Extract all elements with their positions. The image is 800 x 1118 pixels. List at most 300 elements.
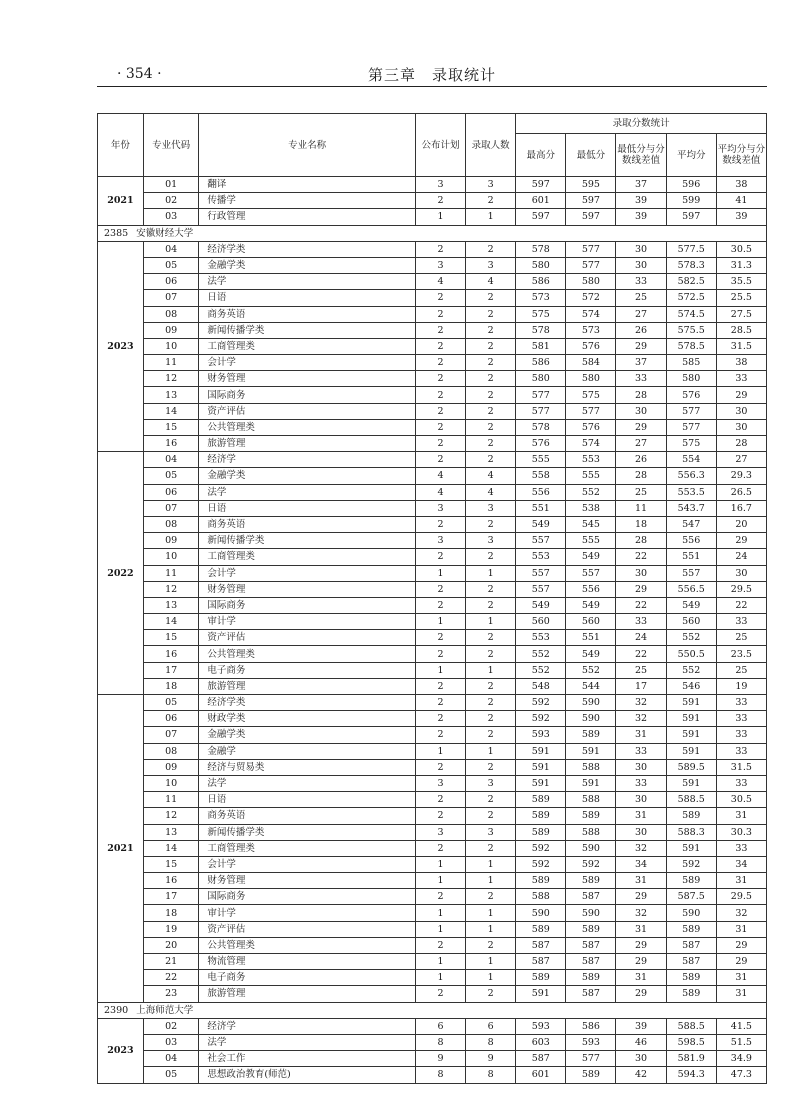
- name-cell: 工商管理类: [199, 338, 416, 354]
- min-cell: 574: [566, 436, 616, 452]
- table-row: [98, 387, 767, 403]
- code-cell: 07: [143, 727, 198, 743]
- min-diff-cell: 37: [616, 177, 666, 193]
- plan-cell: 3: [415, 500, 465, 516]
- admitted-cell: 2: [466, 549, 516, 565]
- max-cell: 557: [516, 533, 566, 549]
- min-cell: 589: [566, 921, 616, 937]
- avg-cell: 594.3: [666, 1067, 716, 1083]
- min-cell: 544: [566, 678, 616, 694]
- max-cell: 580: [516, 257, 566, 273]
- admitted-cell: 2: [466, 937, 516, 953]
- min-diff-cell: 34: [616, 856, 666, 872]
- avg-cell: 575: [666, 436, 716, 452]
- avg-cell: 589: [666, 921, 716, 937]
- plan-cell: 2: [415, 403, 465, 419]
- min-diff-cell: 27: [616, 306, 666, 322]
- max-cell: 553: [516, 630, 566, 646]
- avg-diff-cell: 38: [716, 355, 766, 371]
- min-cell: 552: [566, 662, 616, 678]
- min-diff-cell: 29: [616, 338, 666, 354]
- min-cell: 586: [566, 1018, 616, 1034]
- max-cell: 578: [516, 241, 566, 257]
- code-cell: 05: [143, 1067, 198, 1083]
- code-cell: 18: [143, 905, 198, 921]
- col-group-score-stats: 录取分数统计: [516, 114, 767, 134]
- admitted-cell: 2: [466, 355, 516, 371]
- min-diff-cell: 22: [616, 549, 666, 565]
- max-cell: 586: [516, 355, 566, 371]
- admitted-cell: 2: [466, 371, 516, 387]
- admitted-cell: 2: [466, 322, 516, 338]
- max-cell: 555: [516, 452, 566, 468]
- avg-cell: 590: [666, 905, 716, 921]
- min-cell: 588: [566, 792, 616, 808]
- max-cell: 591: [516, 743, 566, 759]
- min-diff-cell: 39: [616, 193, 666, 209]
- table-body: [98, 177, 767, 1084]
- name-cell: 行政管理: [199, 209, 416, 225]
- plan-cell: 3: [415, 533, 465, 549]
- avg-diff-cell: 33: [716, 695, 766, 711]
- max-cell: 592: [516, 711, 566, 727]
- admitted-cell: 2: [466, 338, 516, 354]
- min-diff-cell: 33: [616, 775, 666, 791]
- table-row: [98, 986, 767, 1002]
- col-avg-diff: 平均分与分数线差值: [716, 134, 766, 177]
- admitted-cell: 4: [466, 484, 516, 500]
- table-row: [98, 921, 767, 937]
- code-cell: 05: [143, 695, 198, 711]
- min-cell: 572: [566, 290, 616, 306]
- admitted-cell: 2: [466, 840, 516, 856]
- avg-cell: 585: [666, 355, 716, 371]
- col-plan: 公布计划: [415, 114, 465, 177]
- name-cell: 传播学: [199, 193, 416, 209]
- table-row: [98, 743, 767, 759]
- avg-cell: 589: [666, 986, 716, 1002]
- avg-cell: 581.9: [666, 1051, 716, 1067]
- min-cell: 577: [566, 241, 616, 257]
- admitted-cell: 2: [466, 241, 516, 257]
- name-cell: 法学: [199, 484, 416, 500]
- table-row: [98, 1034, 767, 1050]
- table-row: [98, 549, 767, 565]
- min-diff-cell: 30: [616, 824, 666, 840]
- min-cell: 587: [566, 986, 616, 1002]
- min-diff-cell: 31: [616, 921, 666, 937]
- min-cell: 588: [566, 824, 616, 840]
- min-cell: 551: [566, 630, 616, 646]
- code-cell: 05: [143, 468, 198, 484]
- plan-cell: 2: [415, 597, 465, 613]
- admitted-cell: 2: [466, 695, 516, 711]
- max-cell: 557: [516, 581, 566, 597]
- name-cell: 商务英语: [199, 808, 416, 824]
- name-cell: 旅游管理: [199, 678, 416, 694]
- year-cell: 2022: [98, 452, 144, 695]
- min-cell: 592: [566, 856, 616, 872]
- max-cell: 589: [516, 970, 566, 986]
- avg-diff-cell: 31: [716, 970, 766, 986]
- name-cell: 电子商务: [199, 662, 416, 678]
- name-cell: 工商管理类: [199, 549, 416, 565]
- plan-cell: 2: [415, 290, 465, 306]
- name-cell: 国际商务: [199, 889, 416, 905]
- avg-cell: 557: [666, 565, 716, 581]
- min-cell: 555: [566, 468, 616, 484]
- avg-diff-cell: 26.5: [716, 484, 766, 500]
- admitted-cell: 8: [466, 1034, 516, 1050]
- max-cell: 593: [516, 1018, 566, 1034]
- plan-cell: 1: [415, 743, 465, 759]
- max-cell: 578: [516, 322, 566, 338]
- code-cell: 04: [143, 241, 198, 257]
- admitted-cell: 6: [466, 1018, 516, 1034]
- min-cell: 587: [566, 889, 616, 905]
- min-diff-cell: 26: [616, 322, 666, 338]
- plan-cell: 2: [415, 387, 465, 403]
- avg-diff-cell: 19: [716, 678, 766, 694]
- avg-diff-cell: 35.5: [716, 274, 766, 290]
- name-cell: 新闻传播学类: [199, 824, 416, 840]
- code-cell: 13: [143, 387, 198, 403]
- max-cell: 557: [516, 565, 566, 581]
- plan-cell: 2: [415, 322, 465, 338]
- min-diff-cell: 29: [616, 581, 666, 597]
- max-cell: 587: [516, 937, 566, 953]
- avg-diff-cell: 31: [716, 873, 766, 889]
- table-row: [98, 630, 767, 646]
- plan-cell: 1: [415, 921, 465, 937]
- avg-diff-cell: 33: [716, 840, 766, 856]
- avg-diff-cell: 30: [716, 403, 766, 419]
- table-row: [98, 937, 767, 953]
- avg-diff-cell: 30.3: [716, 824, 766, 840]
- name-cell: 经济学: [199, 452, 416, 468]
- avg-cell: 588.3: [666, 824, 716, 840]
- avg-cell: 551: [666, 549, 716, 565]
- min-diff-cell: 33: [616, 371, 666, 387]
- name-cell: 商务英语: [199, 516, 416, 532]
- table-row: [98, 824, 767, 840]
- plan-cell: 4: [415, 468, 465, 484]
- avg-diff-cell: 39: [716, 209, 766, 225]
- code-cell: 08: [143, 743, 198, 759]
- plan-cell: 2: [415, 516, 465, 532]
- table-row: [98, 597, 767, 613]
- name-cell: 翻译: [199, 177, 416, 193]
- avg-diff-cell: 41.5: [716, 1018, 766, 1034]
- min-diff-cell: 29: [616, 889, 666, 905]
- min-cell: 538: [566, 500, 616, 516]
- name-cell: 日语: [199, 290, 416, 306]
- avg-cell: 578.3: [666, 257, 716, 273]
- min-cell: 595: [566, 177, 616, 193]
- code-cell: 01: [143, 177, 198, 193]
- plan-cell: 2: [415, 630, 465, 646]
- avg-cell: 550.5: [666, 646, 716, 662]
- table-header: [98, 114, 767, 177]
- admitted-cell: 9: [466, 1051, 516, 1067]
- code-cell: 17: [143, 662, 198, 678]
- max-cell: 603: [516, 1034, 566, 1050]
- name-cell: 国际商务: [199, 387, 416, 403]
- max-cell: 587: [516, 1051, 566, 1067]
- min-diff-cell: 30: [616, 792, 666, 808]
- plan-cell: 2: [415, 419, 465, 435]
- code-cell: 13: [143, 824, 198, 840]
- col-avg: 平均分: [666, 134, 716, 177]
- school-code: 2385: [104, 227, 129, 239]
- max-cell: 591: [516, 775, 566, 791]
- min-diff-cell: 25: [616, 662, 666, 678]
- name-cell: 新闻传播学类: [199, 533, 416, 549]
- table-row: [98, 614, 767, 630]
- min-cell: 597: [566, 209, 616, 225]
- max-cell: 597: [516, 209, 566, 225]
- min-cell: 588: [566, 759, 616, 775]
- school-header: [98, 1002, 767, 1018]
- plan-cell: 2: [415, 937, 465, 953]
- avg-diff-cell: 25: [716, 630, 766, 646]
- min-cell: 597: [566, 193, 616, 209]
- table-row: [98, 241, 767, 257]
- table-row: [98, 338, 767, 354]
- min-diff-cell: 29: [616, 419, 666, 435]
- min-cell: 557: [566, 565, 616, 581]
- admitted-cell: 3: [466, 533, 516, 549]
- min-cell: 575: [566, 387, 616, 403]
- avg-cell: 556: [666, 533, 716, 549]
- page-header: [97, 64, 767, 87]
- name-cell: 资产评估: [199, 403, 416, 419]
- avg-diff-cell: 22: [716, 597, 766, 613]
- max-cell: 589: [516, 792, 566, 808]
- min-cell: 577: [566, 403, 616, 419]
- admitted-cell: 2: [466, 436, 516, 452]
- col-name: 专业名称: [199, 114, 416, 177]
- avg-diff-cell: 31: [716, 808, 766, 824]
- table-row: [98, 419, 767, 435]
- table-row: [98, 856, 767, 872]
- min-cell: 576: [566, 338, 616, 354]
- min-diff-cell: 33: [616, 743, 666, 759]
- avg-diff-cell: 32: [716, 905, 766, 921]
- min-diff-cell: 25: [616, 290, 666, 306]
- avg-diff-cell: 33: [716, 727, 766, 743]
- avg-cell: 543.7: [666, 500, 716, 516]
- admitted-cell: 2: [466, 597, 516, 613]
- avg-cell: 549: [666, 597, 716, 613]
- table-row: [98, 1018, 767, 1034]
- table-row: [98, 889, 767, 905]
- max-cell: 552: [516, 646, 566, 662]
- code-cell: 20: [143, 937, 198, 953]
- admitted-cell: 2: [466, 759, 516, 775]
- min-cell: 577: [566, 1051, 616, 1067]
- avg-cell: 596: [666, 177, 716, 193]
- code-cell: 13: [143, 597, 198, 613]
- plan-cell: 2: [415, 452, 465, 468]
- min-cell: 590: [566, 905, 616, 921]
- avg-cell: 582.5: [666, 274, 716, 290]
- table-row: [98, 468, 767, 484]
- plan-cell: 8: [415, 1034, 465, 1050]
- max-cell: 580: [516, 371, 566, 387]
- code-cell: 15: [143, 419, 198, 435]
- avg-cell: 591: [666, 711, 716, 727]
- admitted-cell: 2: [466, 306, 516, 322]
- table-row: [98, 581, 767, 597]
- code-cell: 04: [143, 1051, 198, 1067]
- code-cell: 14: [143, 403, 198, 419]
- name-cell: 日语: [199, 792, 416, 808]
- plan-cell: 2: [415, 646, 465, 662]
- code-cell: 02: [143, 193, 198, 209]
- plan-cell: 2: [415, 306, 465, 322]
- max-cell: 601: [516, 1067, 566, 1083]
- avg-cell: 592: [666, 856, 716, 872]
- max-cell: 575: [516, 306, 566, 322]
- year-cell: 2023: [98, 241, 144, 451]
- table-row: [98, 355, 767, 371]
- name-cell: 法学: [199, 1034, 416, 1050]
- plan-cell: 2: [415, 549, 465, 565]
- table-row: [98, 711, 767, 727]
- table-row: [98, 452, 767, 468]
- avg-diff-cell: 33: [716, 371, 766, 387]
- max-cell: 597: [516, 177, 566, 193]
- name-cell: 金融学类: [199, 468, 416, 484]
- admitted-cell: 2: [466, 581, 516, 597]
- code-cell: 22: [143, 970, 198, 986]
- name-cell: 资产评估: [199, 630, 416, 646]
- school-header: [98, 225, 767, 241]
- min-cell: 591: [566, 743, 616, 759]
- avg-diff-cell: 30.5: [716, 241, 766, 257]
- avg-diff-cell: 29.5: [716, 581, 766, 597]
- avg-cell: 589: [666, 970, 716, 986]
- max-cell: 601: [516, 193, 566, 209]
- admitted-cell: 1: [466, 565, 516, 581]
- min-cell: 591: [566, 775, 616, 791]
- code-cell: 08: [143, 516, 198, 532]
- name-cell: 财务管理: [199, 581, 416, 597]
- name-cell: 公共管理类: [199, 937, 416, 953]
- min-diff-cell: 37: [616, 355, 666, 371]
- min-cell: 576: [566, 419, 616, 435]
- plan-cell: 4: [415, 274, 465, 290]
- name-cell: 财务管理: [199, 371, 416, 387]
- avg-cell: 589: [666, 808, 716, 824]
- min-diff-cell: 22: [616, 646, 666, 662]
- admitted-cell: 2: [466, 193, 516, 209]
- plan-cell: 2: [415, 986, 465, 1002]
- avg-cell: 591: [666, 727, 716, 743]
- name-cell: 金融学类: [199, 257, 416, 273]
- avg-diff-cell: 28: [716, 436, 766, 452]
- avg-diff-cell: 29.5: [716, 889, 766, 905]
- plan-cell: 1: [415, 565, 465, 581]
- avg-diff-cell: 25: [716, 662, 766, 678]
- min-diff-cell: 25: [616, 484, 666, 500]
- max-cell: 552: [516, 662, 566, 678]
- plan-cell: 2: [415, 436, 465, 452]
- min-diff-cell: 30: [616, 565, 666, 581]
- max-cell: 593: [516, 727, 566, 743]
- admitted-cell: 2: [466, 419, 516, 435]
- min-cell: 577: [566, 257, 616, 273]
- name-cell: 新闻传播学类: [199, 322, 416, 338]
- admitted-cell: 2: [466, 986, 516, 1002]
- name-cell: 资产评估: [199, 921, 416, 937]
- plan-cell: 1: [415, 905, 465, 921]
- admitted-cell: 1: [466, 743, 516, 759]
- code-cell: 10: [143, 775, 198, 791]
- min-cell: 580: [566, 371, 616, 387]
- avg-cell: 591: [666, 743, 716, 759]
- name-cell: 旅游管理: [199, 436, 416, 452]
- max-cell: 592: [516, 840, 566, 856]
- admitted-cell: 1: [466, 970, 516, 986]
- min-cell: 552: [566, 484, 616, 500]
- min-diff-cell: 26: [616, 452, 666, 468]
- plan-cell: 2: [415, 371, 465, 387]
- plan-cell: 1: [415, 856, 465, 872]
- min-cell: 553: [566, 452, 616, 468]
- code-cell: 06: [143, 274, 198, 290]
- avg-cell: 552: [666, 630, 716, 646]
- plan-cell: 2: [415, 241, 465, 257]
- avg-cell: 588.5: [666, 1018, 716, 1034]
- name-cell: 会计学: [199, 355, 416, 371]
- max-cell: 573: [516, 290, 566, 306]
- avg-diff-cell: 31.5: [716, 338, 766, 354]
- admitted-cell: 1: [466, 614, 516, 630]
- min-diff-cell: 42: [616, 1067, 666, 1083]
- table-row: [98, 565, 767, 581]
- avg-cell: 574.5: [666, 306, 716, 322]
- school-name: 上海师范大学: [136, 1004, 194, 1016]
- min-diff-cell: 31: [616, 970, 666, 986]
- avg-cell: 552: [666, 662, 716, 678]
- table-row: [98, 436, 767, 452]
- code-cell: 03: [143, 209, 198, 225]
- name-cell: 经济与贸易类: [199, 759, 416, 775]
- min-diff-cell: 28: [616, 387, 666, 403]
- min-cell: 574: [566, 306, 616, 322]
- admitted-cell: 3: [466, 775, 516, 791]
- admitted-cell: 8: [466, 1067, 516, 1083]
- avg-diff-cell: 29: [716, 937, 766, 953]
- avg-cell: 547: [666, 516, 716, 532]
- min-diff-cell: 18: [616, 516, 666, 532]
- min-cell: 589: [566, 727, 616, 743]
- max-cell: 560: [516, 614, 566, 630]
- admitted-cell: 1: [466, 954, 516, 970]
- plan-cell: 8: [415, 1067, 465, 1083]
- avg-diff-cell: 27.5: [716, 306, 766, 322]
- plan-cell: 1: [415, 873, 465, 889]
- admitted-cell: 3: [466, 257, 516, 273]
- table-row: [98, 209, 767, 225]
- avg-diff-cell: 31: [716, 986, 766, 1002]
- name-cell: 国际商务: [199, 597, 416, 613]
- code-cell: 08: [143, 306, 198, 322]
- code-cell: 18: [143, 678, 198, 694]
- plan-cell: 2: [415, 889, 465, 905]
